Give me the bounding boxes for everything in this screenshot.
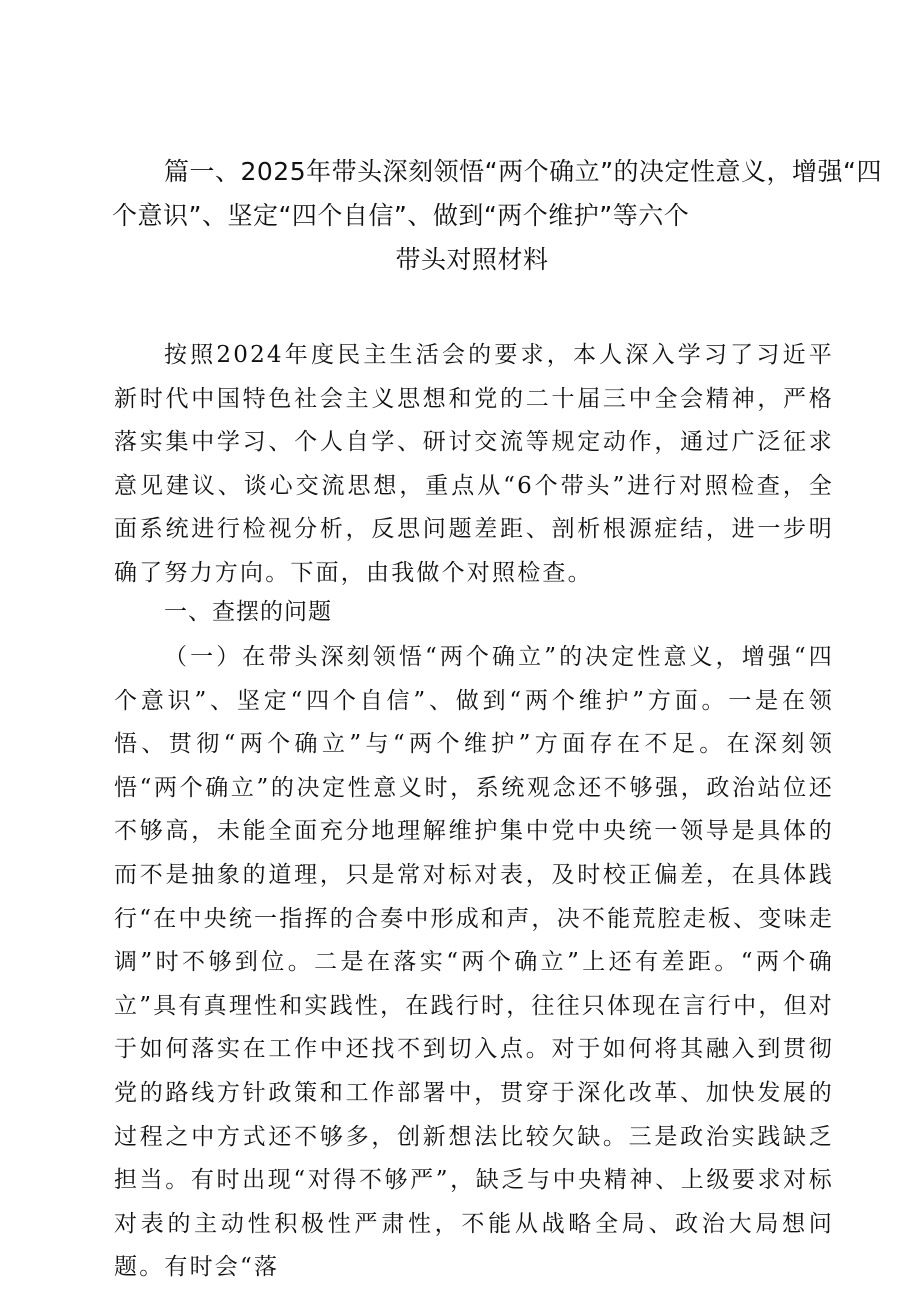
title-line-3: 带头对照材料 (395, 245, 549, 274)
section-paragraph: （一）在带头深刻领悟“两个确立”的决定性意义，增强“四个意识”、坚定“四个自信”、做到“两个维护”方面。一是在领悟、贯彻“两个确立”与“两个维护”方面存在不足。在深刻领悟“两个确立”的决定性意义时，系统观念还不够强，政治站位还不够高，未能全面充分地理解维护集中党中央统一领导是具体的而不是抽象的道理，只是常对标对表，及时校正偏差，在具体践行“在中央统一指挥的合奏中形成和声，决不能荒腔走板、变味走调”时不够到位。二是在落实“两个确立”上还有差距。“两个确立”具有真理性和实践性，在践行时，往往只体现在言行中，但对于如何落实在工作中还找不到切入点。对于如何将其融入到贯彻党的路线方针政策和工作部署中，贯穿于深化改革、加快发展的过程之中方式还不够多，创新想法比较欠缺。三是政治实践缺乏担当。有时出现“对得不够严”，缺乏与中央精神、上级要求对标对表的主动性积极性严肃性，不能从战略全局、政治大局想问题。有时会“落 (114, 644, 834, 1281)
section-heading: 一、查摆的问题 (164, 599, 332, 625)
title-line-1: 篇一、2025年带头深刻领悟“两个确立”的决定性意义，增强“四 (164, 157, 882, 186)
document-title (112, 150, 882, 282)
title-line-2: 个意识”、坚定“四个自信”、做到“两个维护”等六个 (112, 201, 690, 230)
intro-paragraph: 按照2024年度民主生活会的要求，本人深入学习了习近平新时代中国特色社会主义思想和党的二十届三中全会精神，严格落实集中学习、个人自学、研讨交流等规定动作，通过广泛征求意见建议、谈心交流思想，重点从“6个带头”进行对照检查，全面系统进行检视分析，反思问题差距、剖析根源症结，进一步明确了努力方向。下面，由我做个对照检查。 (114, 342, 834, 586)
